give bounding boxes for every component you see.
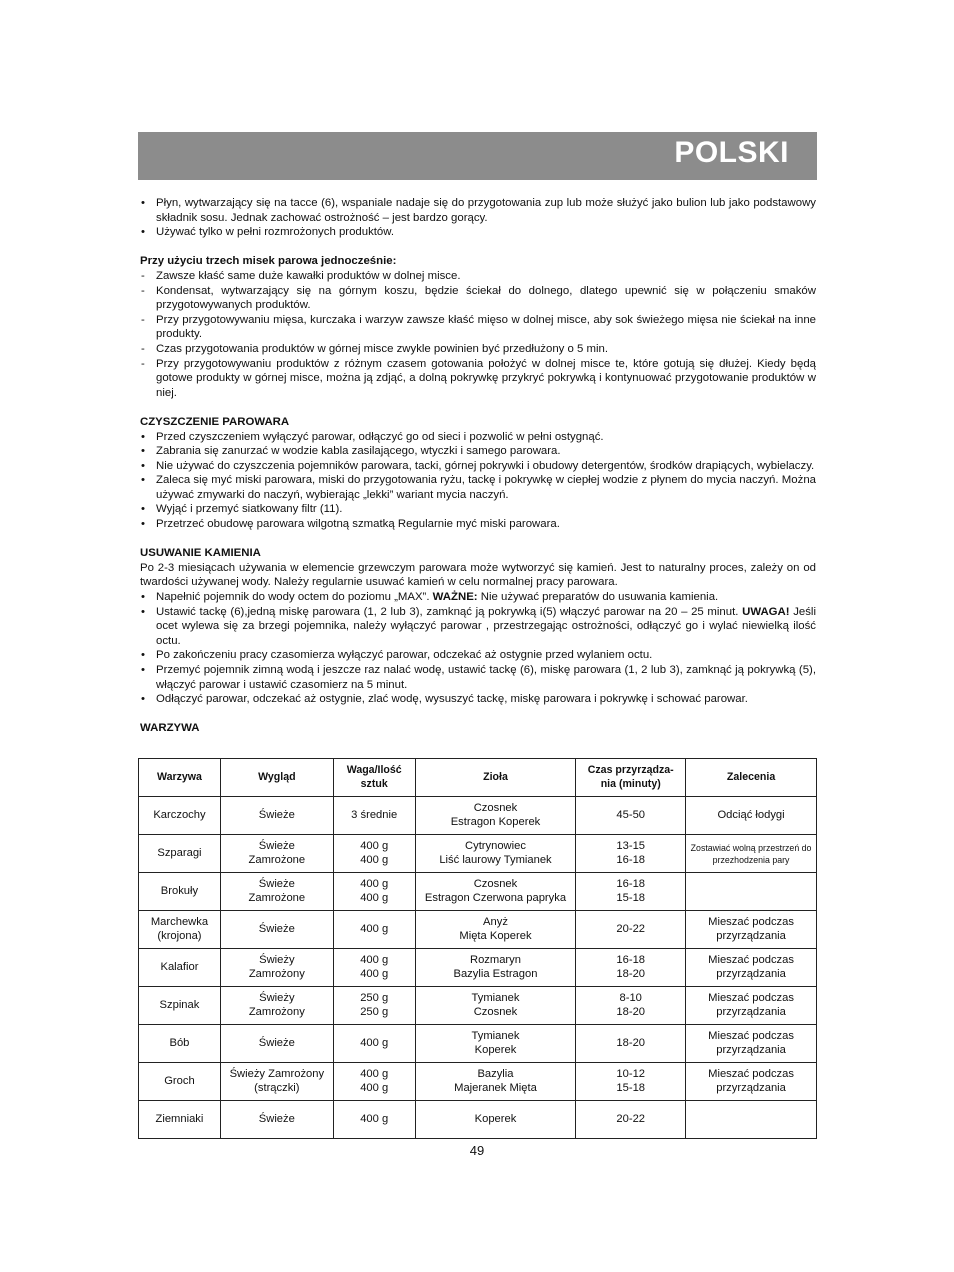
table-cell: Odciąć łodygi	[686, 797, 817, 835]
table-cell: 13-15 16-18	[576, 835, 686, 873]
table-cell: Świeże	[220, 911, 333, 949]
table-cell: Anyż Mięta Koperek	[415, 911, 576, 949]
table-cell: Mieszać podczas przyrządzania	[686, 1063, 817, 1101]
table-row	[139, 1063, 817, 1101]
table-cell: Rozmaryn Bazylia Estragon	[415, 949, 576, 987]
table-cell: Brokuły	[139, 873, 221, 911]
table-cell: Świeży Zamrożony	[220, 949, 333, 987]
table-cell: 16-18 18-20	[576, 949, 686, 987]
table-row	[139, 911, 817, 949]
cleaning-heading: CZYSZCZENIE PAROWARA	[140, 415, 290, 428]
list-item: - Kondensat, wytwarzający się na górnym koszu, będzie ściekał do dolnego, dlatego upewnić się w połączeniu smaków przygotowywanych produktów.	[141, 284, 816, 312]
descaling-list	[140, 590, 816, 707]
table-cell: Świeże Zamrożone	[220, 835, 333, 873]
column-header: Warzywa	[139, 759, 221, 797]
three-bowls-heading: Przy użyciu trzech misek parowa jednocześnie:	[140, 255, 397, 268]
page-number: 49	[469, 1143, 485, 1158]
table-cell: Świeże	[220, 1101, 333, 1139]
table-cell: Zostawiać wolną przestrzeń do przezhodzenia pary	[686, 835, 817, 873]
table-cell: Świeże	[220, 797, 333, 835]
table-cell: Koperek	[415, 1101, 576, 1139]
table-cell: 400 g 400 g	[333, 835, 415, 873]
list-item: • Przemyć pojemnik zimną wodą i jeszcze raz nalać wodę, ustawić tackę (6), miskę parowara (1, 2 lub 3), zamknąć ją pokrywką (5), włączyć parowar i ustawić czasomierz na 5 minut.	[141, 664, 816, 691]
list-item: - Przy przygotowywaniu produktów z różnym czasem gotowania położyć w dolnej misce te, które gotują się dłużej. Kiedy będą gotowe produkty w górnej misce, można ją zdjąć, a dolną pokrywkę przykryć pokrywką i kontynuować przygotowanie produktów w niej.	[141, 357, 816, 399]
table-cell: 20-22	[576, 911, 686, 949]
table-cell: Świeży Zamrożony	[220, 987, 333, 1025]
column-header: Wygląd	[220, 759, 333, 797]
column-header: Zioła	[415, 759, 576, 797]
table-cell: 400 g	[333, 911, 415, 949]
table-cell: Bazylia Majeranek Mięta	[415, 1063, 576, 1101]
table-cell: Mieszać podczas przyrządzania	[686, 949, 817, 987]
table-cell: Cytrynowiec Liść laurowy Tymianek	[415, 835, 576, 873]
table-cell: 400 g	[333, 1101, 415, 1139]
list-item: • Zaleca się myć miski parowara, miski do przygotowania ryżu, tackę i pokrywkę w ciepłej wodzie z płynem do mycia naczyń. Można używać zmywarki do naczyń, wybierając „lekki” wariant mycia naczyń.	[141, 474, 816, 501]
intro-list	[140, 196, 816, 240]
important-label: WAŻNE:	[432, 591, 478, 604]
table-body	[139, 797, 817, 1139]
list-item: • Przetrzeć obudowę parowara wilgotną szmatką Regularnie myć miski parowara.	[141, 518, 560, 531]
table-header-row	[139, 759, 817, 797]
table-cell: Szparagi	[139, 835, 221, 873]
table-cell: 10-12 15-18	[576, 1063, 686, 1101]
warning-label: UWAGA!	[742, 605, 790, 618]
table-cell: Marchewka (krojona)	[139, 911, 221, 949]
list-item: - Czas przygotowania produktów w górnej misce zwykle powinien być przedłużony o 5 min.	[141, 342, 609, 355]
table-cell	[686, 873, 817, 911]
table-cell: Karczochy	[139, 797, 221, 835]
manual-text	[140, 196, 816, 736]
column-header: Zalecenia	[686, 759, 817, 797]
table-cell: Świeże	[220, 1025, 333, 1063]
table-row	[139, 987, 817, 1025]
table-cell: Świeże Zamrożone	[220, 873, 333, 911]
table-row	[139, 835, 817, 873]
table-row	[139, 1101, 817, 1139]
list-item: • Wyjąć i przemyć siatkowany filtr (11).	[141, 503, 343, 516]
list-item: • Napełnić pojemnik do wody octem do poziomu „MAX”. WAŻNE: Nie używać preparatów do usuwania kamienia.	[141, 591, 719, 604]
table-cell: 400 g 400 g	[333, 873, 415, 911]
descaling-intro: Po 2-3 miesiącach używania w elemencie grzewczym parowara może wytworzyć się kamień. Jest to naturalny proces, zależy on od twardości używanej wody. Należy regularnie usuwać kamień w celu normalnej pracy parowara.	[140, 561, 816, 589]
list-item: - Zawsze kłaść same duże kawałki produktów w dolnej misce.	[141, 269, 461, 282]
table-cell: Tymianek Czosnek	[415, 987, 576, 1025]
vegetables-heading: WARZYWA	[140, 722, 200, 735]
table-cell: Kalafior	[139, 949, 221, 987]
table-cell: Mieszać podczas przyrządzania	[686, 987, 817, 1025]
table-cell: 400 g 400 g	[333, 949, 415, 987]
descaling-heading: USUWANIE KAMIENIA	[140, 547, 261, 560]
table-cell: Świeży Zamrożony (strączki)	[220, 1063, 333, 1101]
table-cell: Czosnek Estragon Koperek	[415, 797, 576, 835]
list-item: • Nie używać do czyszczenia pojemników parowara, tacki, górnej pokrywki i obudowy detergentów, środków drapiących, wybielaczy.	[141, 459, 815, 472]
table-cell: 18-20	[576, 1025, 686, 1063]
cleaning-list	[140, 430, 816, 532]
table-cell: 45-50	[576, 797, 686, 835]
table-cell: Szpinak	[139, 987, 221, 1025]
table-cell: 400 g	[333, 1025, 415, 1063]
table-cell: Mieszać podczas przyrządzania	[686, 1025, 817, 1063]
table-cell: Tymianek Koperek	[415, 1025, 576, 1063]
language-title: POLSKI	[674, 136, 789, 169]
list-item: • Zabrania się zanurzać w wodzie kabla zasilającego, wtyczki i samego parowara.	[141, 445, 561, 458]
table-row	[139, 873, 817, 911]
table-row	[139, 1025, 817, 1063]
list-item: • Po zakończeniu pracy czasomierza wyłączyć parowar, odczekać aż ostygnie przed wylaniem octu.	[141, 649, 653, 662]
table-row	[139, 797, 817, 835]
table-cell: Bób	[139, 1025, 221, 1063]
table-cell: 3 średnie	[333, 797, 415, 835]
table-cell: Groch	[139, 1063, 221, 1101]
table-cell: 250 g 250 g	[333, 987, 415, 1025]
list-item: • Przed czyszczeniem wyłączyć parowar, odłączyć go od sieci i pozwolić w pełni ostygnąć.	[141, 430, 604, 443]
column-header: Czas przyrządza- nia (minuty)	[576, 759, 686, 797]
table-cell: 16-18 15-18	[576, 873, 686, 911]
table-cell: 8-10 18-20	[576, 987, 686, 1025]
list-item: • Ustawić tackę (6),jedną miskę parowara (1, 2 lub 3), zamknąć ją pokrywką i(5) włączyć parowar na 20 – 25 minut. UWAGA! Jeśli ocet wylewa się za brzegi pojemnika, należy wyłączyć parowar , przestrzegając ostrożności, odłączyć go i wylać niewielką ilość octu.	[141, 605, 816, 647]
column-header: Waga/Ilość sztuk	[333, 759, 415, 797]
table-cell: 400 g 400 g	[333, 1063, 415, 1101]
table-cell: Ziemniaki	[139, 1101, 221, 1139]
three-bowls-list	[140, 269, 816, 400]
language-header-bar	[138, 132, 817, 180]
list-item: • Płyn, wytwarzający się na tacce (6), wspaniale nadaje się do przygotowania zup lub może służyć jako bulion lub jako podstawowy składnik sosu. Jednak zachować ostrożność – jest bardzo gorący.	[141, 197, 816, 224]
table-cell	[686, 1101, 817, 1139]
list-item: - Przy przygotowywaniu mięsa, kurczaka i warzyw zawsze kłaść mięso w dolnej misce, aby sok świeżego mięsa nie ściekał na inne produkty.	[141, 313, 816, 341]
table-cell: Czosnek Estragon Czerwona papryka	[415, 873, 576, 911]
table-cell: 20-22	[576, 1101, 686, 1139]
vegetables-table	[138, 758, 817, 1139]
list-item: • Używać tylko w pełni rozmrożonych produktów.	[141, 226, 395, 239]
table-cell: Mieszać podczas przyrządzania	[686, 911, 817, 949]
list-item: • Odłączyć parowar, odczekać aż ostygnie, zlać wodę, wysuszyć tackę, miskę parowara i pokrywkę i schować parowar.	[141, 693, 748, 706]
table-row	[139, 949, 817, 987]
